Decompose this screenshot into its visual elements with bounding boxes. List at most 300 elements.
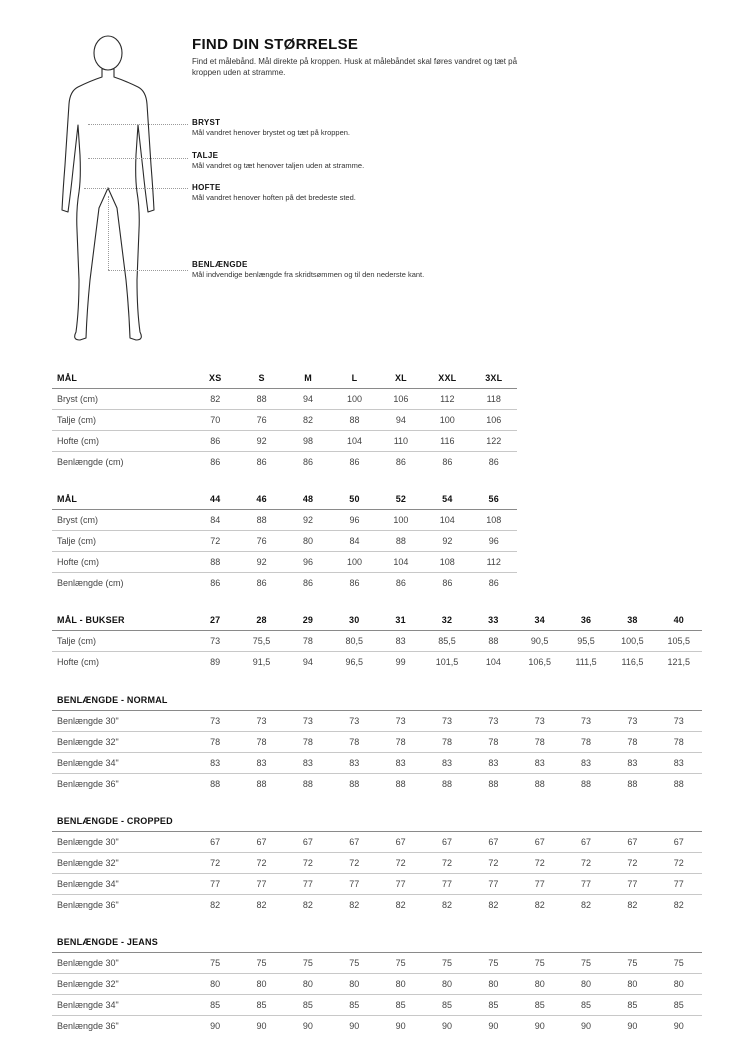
table-cell: 83 [424,753,470,774]
table-cell: 121,5 [667,657,691,667]
table-cell: 78 [563,732,609,753]
table-cell: 108 [424,552,470,573]
table-cell: 82 [192,389,238,410]
column-header [470,811,516,832]
row-label: Talje (cm) [52,410,192,431]
row-label: Benlængde 36" [57,900,119,910]
row-label: Talje (cm) [52,531,192,552]
column-header [192,811,238,832]
table-cell: 73 [517,711,563,732]
table-cell: 75 [563,953,609,974]
column-header [331,690,377,711]
column-header [238,690,284,711]
table-cell: 85 [424,995,470,1016]
table-cell: 76 [238,531,284,552]
table-cell: 77 [331,874,377,895]
column-header: 46 [238,489,284,510]
table-cell: 85 [238,995,284,1016]
table-cell: 82 [627,900,638,910]
row-label: Talje (cm) [52,631,192,652]
size-table-inseam-cropped [52,811,702,915]
table-cell: 78 [609,732,655,753]
table-cell: 101,5 [435,657,459,667]
column-header [563,811,609,832]
table-cell: 75 [609,953,655,974]
table-cell: 122 [471,431,517,452]
table-cell: 67 [331,832,377,853]
size-table-pants [52,610,702,672]
table-cell: 88 [534,779,545,789]
column-header [656,932,702,953]
table-cell: 90 [441,1021,452,1031]
table-cell: 73 [192,711,238,732]
column-header [424,811,470,832]
row-label: Hofte (cm) [52,552,192,573]
table-cell: 100 [378,510,424,531]
table-cell: 106,5 [528,657,551,667]
table-cell: 78 [285,631,331,652]
table-cell: 86 [256,578,267,588]
table-cell: 75 [331,953,377,974]
table-cell: 73 [377,711,423,732]
table-cell: 88 [470,631,516,652]
table-cell: 67 [238,832,284,853]
table-row [52,953,702,974]
table-cell: 106 [471,410,517,431]
row-label: Benlængde (cm) [57,457,124,467]
table-cell: 88 [378,531,424,552]
column-header: 28 [238,610,284,631]
row-label: Benlængde 34" [52,874,192,895]
column-header [377,811,423,832]
table-cell: 86 [192,431,238,452]
table-cell: 85 [470,995,516,1016]
table-cell: 75 [424,953,470,974]
column-header [563,932,609,953]
table-cell: 67 [285,832,331,853]
table-cell: 96,5 [345,657,364,667]
table-cell: 90 [581,1021,592,1031]
note-chest [192,118,552,138]
table-cell: 72 [656,853,702,874]
table-row [52,510,517,531]
table-cell: 94 [378,410,424,431]
table-cell: 88 [331,410,377,431]
column-header: 34 [517,610,563,631]
table-cell: 88 [349,779,360,789]
table-cell: 112 [471,552,517,573]
table-cell: 75 [656,953,702,974]
table-cell: 77 [424,874,470,895]
table-cell: 75,5 [238,631,284,652]
table-cell: 83 [609,753,655,774]
table-cell: 85 [517,995,563,1016]
table-cell: 82 [488,900,499,910]
body-silhouette-icon [50,30,170,350]
table-cell: 92 [285,510,331,531]
table-cell: 82 [441,900,452,910]
table-cell: 86 [256,457,267,467]
note-text: Mål vandret henover brystet og tæt på kroppen. [192,128,351,137]
column-header [192,690,238,711]
table-cell: 86 [349,578,360,588]
table-cell: 80 [470,974,516,995]
page-title: FIND DIN STØRRELSE [192,36,359,53]
table-header-row [52,610,702,631]
table-cell: 90 [210,1021,221,1031]
table-cell: 83 [470,753,516,774]
column-header [517,811,563,832]
column-header: XXL [424,368,470,389]
table-cell: 75 [377,953,423,974]
table-row [52,774,702,795]
table-cell: 75 [285,953,331,974]
table-cell: 80 [656,974,702,995]
table-cell: 88 [210,779,221,789]
column-header [192,932,238,953]
column-header: XS [192,368,238,389]
table-cell: 94 [285,389,331,410]
table-cell: 89 [210,657,221,667]
column-header [285,690,331,711]
table-cell: 82 [210,900,221,910]
table-row [52,531,517,552]
table-cell: 100 [331,552,377,573]
table-cell: 91,5 [252,657,271,667]
table-cell: 90 [627,1021,638,1031]
table-cell: 90 [673,1021,684,1031]
column-header [424,932,470,953]
inseam-vertical-line [108,196,109,270]
table-cell: 73 [238,711,284,732]
column-header: 54 [424,489,470,510]
table-cell: 116 [424,431,470,452]
column-header [331,811,377,832]
table-cell: 72 [192,531,238,552]
table-cell: 86 [395,457,406,467]
column-header: 27 [192,610,238,631]
table-cell: 78 [517,732,563,753]
table-row [52,389,517,410]
column-header: 36 [563,610,609,631]
table-cell: 88 [673,779,684,789]
column-header: 31 [377,610,423,631]
column-header [470,690,516,711]
table-cell: 90 [256,1021,267,1031]
table-cell: 104 [485,657,501,667]
table-cell: 88 [302,779,313,789]
table-cell: 85 [563,995,609,1016]
column-header: 38 [609,610,655,631]
table-cell: 80 [285,974,331,995]
table-cell: 104 [378,552,424,573]
table-cell: 78 [331,732,377,753]
table-row [52,652,702,673]
size-table-inseam-jeans [52,932,702,1036]
row-label: Benlængde 34" [52,753,192,774]
table-cell: 83 [656,753,702,774]
note-heading: TALJE [192,151,219,160]
table-cell: 80,5 [331,631,377,652]
column-header: 52 [378,489,424,510]
table-cell: 88 [581,779,592,789]
column-header [424,690,470,711]
size-table-letter [52,368,517,472]
table-cell: 85 [331,995,377,1016]
table-cell: 82 [673,900,684,910]
hip-guide-line [84,188,188,189]
table-cell: 77 [563,874,609,895]
table-row [52,631,702,652]
table-title: MÅL - BUKSER [52,610,192,631]
table-cell: 78 [285,732,331,753]
table-cell: 86 [349,457,360,467]
column-header [377,932,423,953]
table-header-row [52,489,517,510]
row-label: Benlængde 32" [52,853,192,874]
table-cell: 90 [488,1021,499,1031]
column-header: 3XL [471,368,517,389]
table-cell: 82 [349,900,360,910]
table-cell: 82 [581,900,592,910]
table-cell: 82 [285,410,331,431]
table-cell: 92 [424,531,470,552]
table-cell: 108 [471,510,517,531]
table-cell: 90 [302,1021,313,1031]
table-cell: 90 [349,1021,360,1031]
table-cell: 67 [517,832,563,853]
table-cell: 78 [377,732,423,753]
table-header-row [52,690,702,711]
table-row [52,431,517,452]
table-title: BENLÆNGDE - NORMAL [52,690,192,711]
note-hip [192,183,552,203]
table-cell: 104 [331,431,377,452]
row-label: Benlængde 32" [52,732,192,753]
column-header: 33 [470,610,516,631]
table-row [52,753,702,774]
table-header-row [52,932,702,953]
table-cell: 73 [285,711,331,732]
column-header: M [285,368,331,389]
column-header [331,932,377,953]
note-heading: BRYST [192,118,221,127]
table-cell: 72 [238,853,284,874]
table-cell: 83 [192,753,238,774]
column-header [470,932,516,953]
table-cell: 96 [471,531,517,552]
table-cell: 86 [442,578,453,588]
table-cell: 90 [534,1021,545,1031]
column-header: 30 [331,610,377,631]
note-inseam [192,260,552,280]
table-cell: 118 [471,389,517,410]
table-row [52,832,702,853]
table-cell: 110 [378,431,424,452]
table-cell: 78 [656,732,702,753]
row-label: Benlængde 32" [52,974,192,995]
table-cell: 86 [488,578,499,588]
table-cell: 100,5 [609,631,655,652]
row-label: Benlængde 30" [52,711,192,732]
table-cell: 77 [192,874,238,895]
column-header: 44 [192,489,238,510]
row-label: Hofte (cm) [57,657,100,667]
table-cell: 72 [331,853,377,874]
table-cell: 75 [470,953,516,974]
column-header: S [238,368,284,389]
row-label: Benlængde 36" [57,1021,119,1031]
table-cell: 84 [331,531,377,552]
table-cell: 67 [377,832,423,853]
table-cell: 92 [238,552,284,573]
table-cell: 75 [238,953,284,974]
table-cell: 86 [488,457,499,467]
table-cell: 85 [377,995,423,1016]
note-text: Mål vandret henover hoften på det bredeste sted. [192,193,356,202]
table-cell: 96 [285,552,331,573]
table-cell: 82 [256,900,267,910]
table-cell: 83 [377,753,423,774]
table-cell: 83 [563,753,609,774]
table-cell: 86 [303,578,314,588]
table-cell: 86 [210,578,221,588]
table-cell: 80 [238,974,284,995]
column-header [609,811,655,832]
table-row [52,853,702,874]
table-cell: 80 [424,974,470,995]
table-cell: 85 [609,995,655,1016]
table-cell: 80 [192,974,238,995]
column-header: L [331,368,377,389]
table-cell: 83 [517,753,563,774]
table-cell: 85,5 [424,631,470,652]
table-row [52,1016,702,1037]
table-cell: 83 [331,753,377,774]
table-cell: 112 [424,389,470,410]
row-label: Bryst (cm) [52,389,192,410]
table-cell: 78 [238,732,284,753]
table-cell: 78 [424,732,470,753]
table-cell: 72 [609,853,655,874]
table-row [52,711,702,732]
table-cell: 99 [395,657,406,667]
table-row [52,452,517,473]
column-header: 32 [424,610,470,631]
column-header [377,690,423,711]
table-cell: 73 [331,711,377,732]
table-row [52,573,517,594]
table-cell: 80 [517,974,563,995]
size-table-inseam-normal [52,690,702,794]
table-cell: 72 [377,853,423,874]
table-cell: 92 [238,431,284,452]
table-row [52,974,702,995]
table-cell: 100 [331,389,377,410]
row-label: Benlængde 30" [52,953,192,974]
table-cell: 77 [285,874,331,895]
column-header: 50 [331,489,377,510]
table-title: BENLÆNGDE - JEANS [52,932,192,953]
table-cell: 67 [656,832,702,853]
table-cell: 72 [563,853,609,874]
table-cell: 83 [285,753,331,774]
table-cell: 83 [377,631,423,652]
column-header: XL [378,368,424,389]
column-header: 29 [285,610,331,631]
column-header [609,932,655,953]
note-text: Mål indvendige benlængde fra skridtsømmen og til den nederste kant. [192,270,425,279]
table-cell: 95,5 [563,631,609,652]
table-cell: 88 [238,389,284,410]
table-cell: 70 [192,410,238,431]
table-cell: 105,5 [656,631,702,652]
table-cell: 73 [424,711,470,732]
table-cell: 106 [378,389,424,410]
table-title: BENLÆNGDE - CROPPED [52,811,192,832]
waist-guide-line [88,158,188,159]
column-header: 48 [285,489,331,510]
column-header [656,690,702,711]
table-cell: 88 [256,779,267,789]
table-cell: 72 [517,853,563,874]
table-title: MÅL [52,489,192,510]
table-title: MÅL [52,368,192,389]
note-waist [192,151,552,171]
table-cell: 77 [470,874,516,895]
table-cell: 83 [238,753,284,774]
table-cell: 86 [303,457,314,467]
table-cell: 88 [441,779,452,789]
column-header [238,811,284,832]
table-cell: 80 [331,974,377,995]
table-cell: 82 [302,900,313,910]
table-header-row [52,811,702,832]
table-cell: 82 [534,900,545,910]
table-cell: 85 [285,995,331,1016]
table-cell: 80 [285,531,331,552]
table-cell: 85 [656,995,702,1016]
table-cell: 72 [192,853,238,874]
table-cell: 77 [656,874,702,895]
column-header [517,932,563,953]
table-cell: 77 [517,874,563,895]
table-cell: 80 [377,974,423,995]
table-row [52,410,517,431]
note-heading: HOFTE [192,183,221,192]
table-cell: 80 [609,974,655,995]
note-heading: BENLÆNGDE [192,260,248,269]
table-cell: 111,5 [575,657,597,667]
row-label: Benlængde 30" [52,832,192,853]
intro-text: Find et målebånd. Mål direkte på kroppen. Husk at målebåndet skal føres vandret og tæt på kroppen uden at stramme. [192,57,518,77]
table-cell: 104 [424,510,470,531]
row-label: Benlængde 36" [57,779,119,789]
row-label: Bryst (cm) [52,510,192,531]
column-header [656,811,702,832]
table-cell: 90 [395,1021,406,1031]
column-header [285,811,331,832]
table-cell: 72 [285,853,331,874]
table-cell: 73 [609,711,655,732]
table-cell: 90,5 [517,631,563,652]
table-cell: 88 [192,552,238,573]
table-cell: 77 [238,874,284,895]
table-cell: 73 [656,711,702,732]
table-row [52,552,517,573]
table-cell: 116,5 [621,657,644,667]
table-cell: 72 [470,853,516,874]
